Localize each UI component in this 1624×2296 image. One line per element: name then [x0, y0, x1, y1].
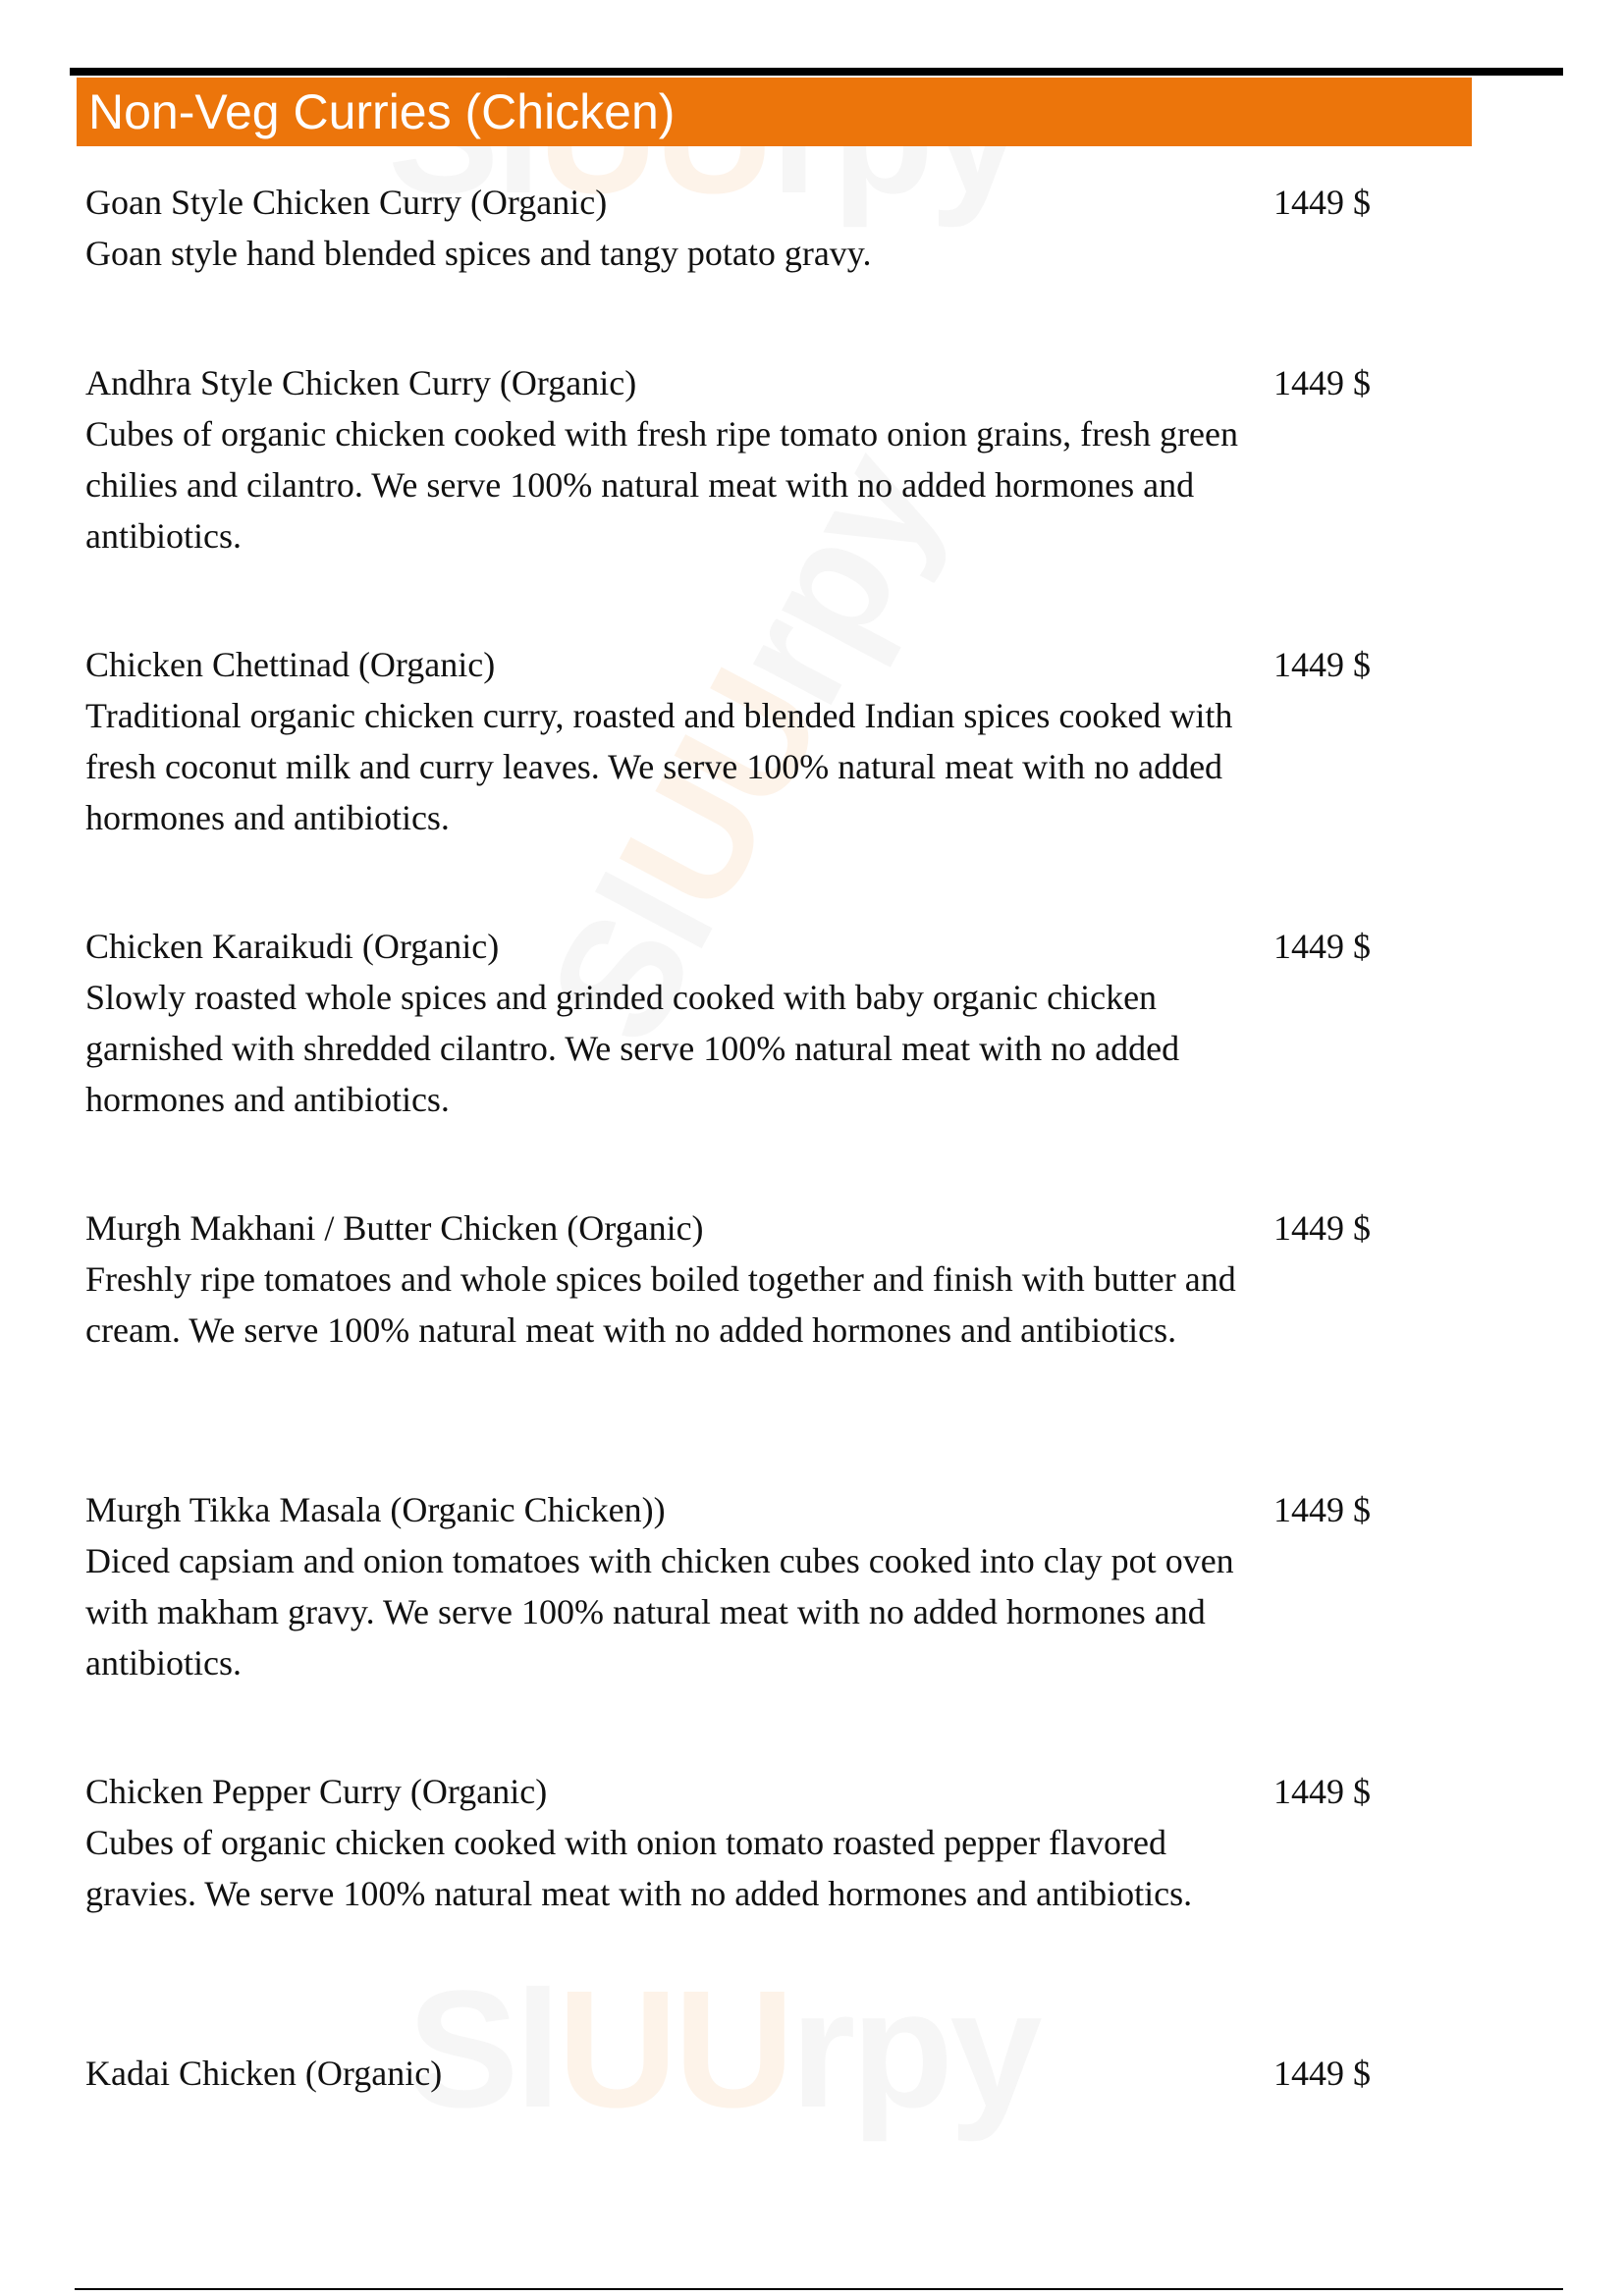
menu-item-name: Chicken Karaikudi (Organic)	[85, 927, 500, 966]
bottom-divider	[75, 2288, 1563, 2290]
menu-item	[85, 921, 1401, 1125]
menu-item-price: 1449 $	[1273, 2054, 1371, 2093]
menu-item-description: Cubes of organic chicken cooked with onion tomato roasted pepper flavored gravies. We serve 100% natural meat with no added hormones and antibiotics.	[85, 1823, 1193, 1913]
menu-item-description: Slowly roasted whole spices and grinded cooked with baby organic chicken garnished with shredded cilantro. We serve 100% natural meat with no added hormones and antibiotics.	[85, 978, 1180, 1119]
menu-item-price: 1449 $	[1273, 183, 1371, 222]
menu-item-name: Murgh Tikka Masala (Organic Chicken))	[85, 1490, 666, 1529]
menu-item	[85, 357, 1401, 561]
menu-item-price: 1449 $	[1273, 1772, 1371, 1811]
menu-item-name: Chicken Chettinad (Organic)	[85, 645, 496, 684]
menu-item-description: Diced capsiam and onion tomatoes with chicken cubes cooked into clay pot oven with makham gravy. We serve 100% natural meat with no added hormones and antibiotics.	[85, 1541, 1234, 1682]
menu-item	[85, 1484, 1401, 1688]
menu-item-price: 1449 $	[1273, 645, 1371, 684]
menu-item-name: Chicken Pepper Curry (Organic)	[85, 1772, 548, 1811]
menu-item	[85, 177, 1401, 279]
menu-item	[85, 2048, 1401, 2099]
top-divider	[70, 68, 1563, 76]
menu-item	[85, 1766, 1401, 1919]
menu-item-description: Goan style hand blended spices and tangy potato gravy.	[85, 234, 872, 273]
menu-item-price: 1449 $	[1273, 1490, 1371, 1529]
menu-item-name: Goan Style Chicken Curry (Organic)	[85, 183, 608, 222]
section-header	[77, 78, 1472, 146]
watermark-logo: UU	[583, 644, 858, 938]
menu-item-price: 1449 $	[1273, 1208, 1371, 1248]
menu-item-price: 1449 $	[1273, 363, 1371, 402]
menu-item-description: Freshly ripe tomatoes and whole spices boiled together and finish with butter and cream. We serve 100% natural meat with no added hormones and antibiotics.	[85, 1259, 1236, 1350]
menu-item-name: Kadai Chicken (Organic)	[85, 2054, 443, 2093]
menu-item-price: 1449 $	[1273, 927, 1371, 966]
section-title: Non-Veg Curries (Chicken)	[88, 84, 676, 139]
menu-item-description: Traditional organic chicken curry, roasted and blended Indian spices cooked with fresh coconut milk and curry leaves. We serve 100% natural meat with no added hormones and antibiotics.	[85, 696, 1233, 837]
watermark-logo: UU	[557, 1956, 791, 2143]
menu-item-description: Cubes of organic chicken cooked with fresh ripe tomato onion grains, fresh green chilies and cilantro. We serve 100% natural meat with no added hormones and antibiotics.	[85, 414, 1238, 556]
menu-item-name: Murgh Makhani / Butter Chicken (Organic)	[85, 1208, 704, 1248]
menu-item-name: Andhra Style Chicken Curry (Organic)	[85, 363, 637, 402]
menu-item	[85, 1202, 1401, 1356]
menu-item	[85, 639, 1401, 843]
